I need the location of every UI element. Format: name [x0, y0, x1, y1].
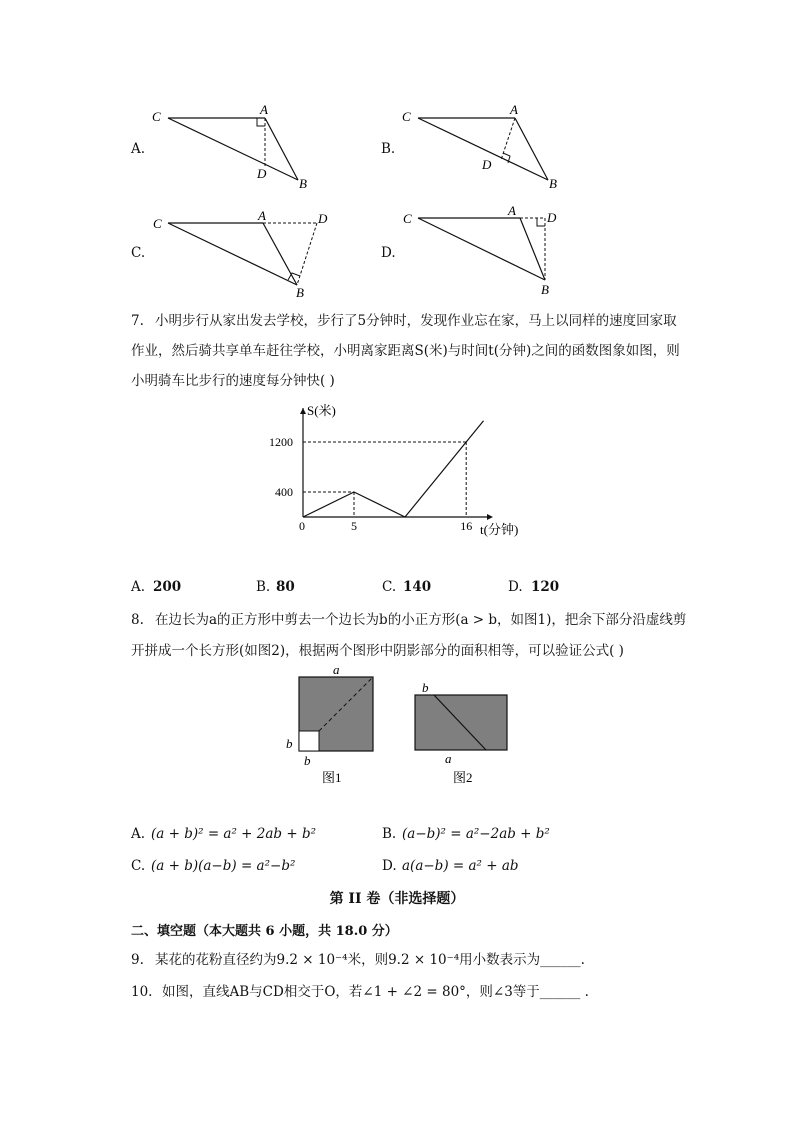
q8-fig2-caption: 图2 — [453, 770, 473, 785]
q6b-label-a: A — [510, 102, 518, 117]
q7-y-axis-label: S(米) — [307, 403, 336, 418]
q8-option-b-formula: (a−b)² = a²−2ab + b² — [402, 826, 550, 842]
q7-ytick-400: 400 — [275, 485, 293, 499]
section-fill-in-title: 二、填空题（本大题共 6 小题，共 18.0 分） — [131, 924, 398, 939]
q7-ytick-1200: 1200 — [269, 435, 293, 449]
q8-option-d-letter: D. — [382, 858, 397, 874]
q6d-label-c: C — [403, 211, 412, 226]
q7-guides — [303, 442, 466, 517]
q7-y-arrow — [300, 408, 306, 414]
q6c-label-b: B — [296, 285, 304, 297]
q7-option-a-value: 200 — [153, 579, 182, 595]
q6-figure-d — [400, 200, 580, 297]
q6d-label-d: D — [547, 210, 557, 225]
q6-figure-b — [400, 100, 570, 192]
q8-number: 8. — [131, 612, 144, 628]
q9-number: 9. — [131, 952, 144, 968]
q8-fig1-label-a: a — [333, 664, 340, 677]
q7-option-d-value: 120 — [531, 579, 560, 595]
q8-fig1-label-b-bottom: b — [304, 753, 311, 768]
q6a-label-b: B — [299, 176, 307, 191]
q10-number: 10. — [131, 984, 153, 1000]
q7-axes — [300, 408, 493, 520]
q7-series-line — [303, 421, 484, 517]
q7-text-line2: 作业，然后骑共享单车赶往学校，小明离家距离S(米)与时间t(分钟)之间的函数图象如图，则 — [131, 343, 680, 359]
q8-option-d-formula: a(a−b) = a² + ab — [402, 858, 519, 874]
q7-text-line1: 小明步行从家出发去学校，步行了5分钟时，发现作业忘在家，马上以同样的速度回家取 — [155, 313, 677, 329]
q8-text-line2: 开拼成一个长方形(如图2)，根据两个图形中阴影部分的面积相等，可以验证公式( ) — [131, 643, 624, 659]
q6b-label-d: D — [482, 157, 492, 172]
q6a-label-d: D — [257, 166, 267, 181]
q7-x-axis-label: t(分钟) — [480, 522, 519, 537]
q8-text-line1: 在边长为a的正方形中剪去一个边长为b的小正方形(a > b，如图1)，把余下部分沿虚线剪 — [155, 612, 687, 628]
q8-fig2-label-a: a — [445, 751, 452, 766]
q6-option-a-letter: A. — [131, 141, 146, 157]
q7-x-arrow — [487, 514, 493, 520]
q6c-label-c: C — [153, 216, 162, 231]
q7-line — [303, 421, 484, 517]
q6a-label-a: A — [260, 102, 268, 117]
q8-figure-1 — [280, 664, 390, 788]
q6c-label-a: A — [258, 208, 266, 223]
q6-option-d-letter: D. — [381, 245, 396, 261]
q7-option-b-letter: B. — [256, 579, 271, 595]
q6-option-c-letter: C. — [131, 245, 146, 261]
q7-option-b-value: 80 — [276, 579, 295, 595]
q7-number: 7. — [131, 313, 144, 329]
q6-figure-a — [150, 100, 320, 192]
q6d-label-b: B — [541, 282, 549, 297]
q7-graph — [255, 400, 535, 548]
q9-text: 某花的花粉直径约为9.2 × 10⁻⁴米，则9.2 × 10⁻⁴用小数表示为______. — [155, 952, 585, 968]
q6-option-b-letter: B. — [381, 141, 396, 157]
part-2-title: 第 II 卷（非选择题） — [329, 891, 465, 907]
q6d-label-a: A — [508, 203, 516, 218]
q7-xtick-16: 16 — [460, 519, 473, 533]
q6c-label-d: D — [318, 211, 328, 226]
q7-option-d-letter: D. — [508, 579, 523, 595]
q8-fig1-caption: 图1 — [322, 770, 342, 785]
q6b-label-c: C — [402, 109, 411, 124]
q10-text: 如图，直线AB与CD相交于O，若∠1 + ∠2 = 80°，则∠3等于______ . — [162, 984, 589, 1000]
q8-fig2-label-b: b — [422, 680, 429, 695]
q7-option-a-letter: A. — [131, 579, 146, 595]
q8-fig1-label-b-left: b — [286, 736, 293, 751]
q7-text-line3: 小明骑车比步行的速度每分钟快( ) — [131, 373, 335, 389]
q8-option-a-formula: (a + b)² = a² + 2ab + b² — [151, 826, 317, 842]
q6-figure-c — [150, 205, 340, 297]
q8-option-a-letter: A. — [131, 826, 146, 842]
q8-figure-2 — [405, 675, 520, 788]
q7-option-c-letter: C. — [382, 579, 397, 595]
q6a-label-c: C — [152, 109, 161, 124]
q8-option-c-formula: (a + b)(a−b) = a²−b² — [151, 858, 296, 874]
q7-xtick-5: 5 — [351, 519, 357, 533]
q6b-label-b: B — [549, 176, 557, 191]
q7-origin-label: 0 — [299, 519, 305, 533]
q7-option-c-value: 140 — [403, 579, 432, 595]
q8-option-c-letter: C. — [131, 858, 146, 874]
q8-option-b-letter: B. — [382, 826, 397, 842]
